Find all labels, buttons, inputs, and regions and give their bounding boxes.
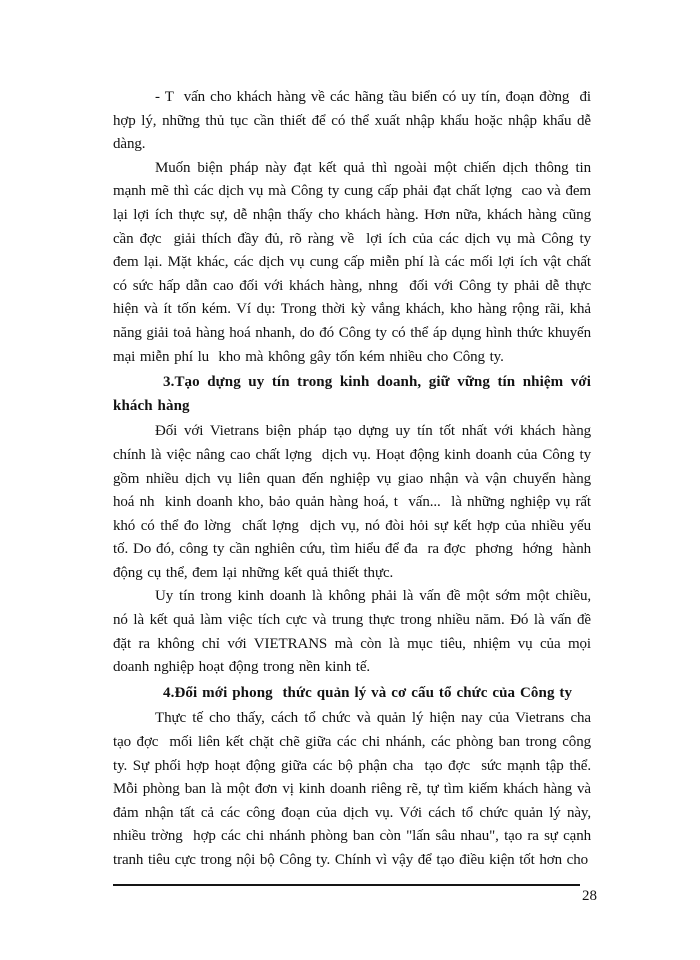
page-footer [0, 874, 700, 960]
paragraph: - T vấn cho khách hàng về các hãng tầu biển có uy tín, đoạn đờng đi hợp lý, những thủ tục cần thiết để có thể xuất nhập khẩu hoặc nhập khẩu dễ dàng. [113, 89, 596, 153]
paragraph: Thực tế cho thấy, cách tổ chức và quản lý hiện nay của Vietrans cha tạo đợc mối liên kết chặt chẽ giữa các chi nhánh, các phòng ban trong công ty. Sự phối hợp hoạt động giữa các bộ phận cha tạo đợc sức mạnh tập thể. Mỗi phòng ban là một đơn vị kinh doanh riêng rẽ, tự tìm kiếm khách hàng và đảm nhận tất cả các công đoạn của dịch vụ. Với cách tổ chức quản lý này, nhiều trờng hợp các chi nhánh phòng ban còn "lấn sâu nhau", tạo ra sự cạnh tranh tiêu cực trong nội bộ Công ty. Chính vì vậy để tạo điều kiện tốt hơn cho [113, 710, 596, 868]
footer-rule [113, 884, 580, 886]
page-number: 28 [582, 888, 597, 904]
section-heading: 4.Đổi mới phong thức quản lý và cơ cấu tổ chức của Công ty [163, 684, 573, 701]
section-heading: 3.Tạo dựng uy tín trong kinh doanh, giữ vững tín nhiệm với khách hàng [113, 374, 596, 414]
paragraph: Đối với Vietrans biện pháp tạo dựng uy tín tốt nhất với khách hàng chính là việc nâng cao chất lợng dịch vụ. Hoạt động kinh doanh của Công ty gồm nhiều dịch vụ liên quan đến nghiệp vụ giao nhận và vận chuyển hàng hoá nh kinh doanh kho, bảo quản hàng hoá, t vấn... là những nghiệp vụ rất khó có thể đo lờng chất lợng dịch vụ, nó đòi hỏi sự kết hợp của nhiều yếu tố. Do đó, công ty cần nghiên cứu, tìm hiểu để đa ra đợc phơng hớng hành động cụ thể, đem lại những kết quả thiết thực. [113, 423, 596, 581]
paragraph: Muốn biện pháp này đạt kết quả thì ngoài một chiến dịch thông tin mạnh mẽ thì các dịch vụ mà Công ty cung cấp phải đạt chất lợng cao và đem lại lợi ích thực sự, dễ nhận thấy cho khách hàng. Hơn nữa, khách hàng cũng cần đợc giải thích đầy đủ, rõ ràng về lợi ích của các dịch vụ mà Công ty đem lại. Mặt khác, các dịch vụ cung cấp miễn phí là các mối lợi ích vật chất có sức hấp dẫn cao đối với khách hàng, nhng đối với Công ty phải dễ thực hiện và ít tốn kém. Ví dụ: Trong thời kỳ vắng khách, kho hàng rộng rãi, khả năng giải toả hàng hoá nhanh, do đó Công ty có thể áp dụng hình thức khuyến mại miễn phí lu kho mà không gây tốn kém nhiều cho Công ty. [113, 159, 596, 365]
paragraph: Uy tín trong kinh doanh là không phải là vấn đề một sớm một chiều, nó là kết quả làm việc tích cực và trung thực trong nhiều năm. Đó là vấn đề đặt ra không chỉ với VIETRANS mà còn là mục tiêu, nhiệm vụ của mọi doanh nghiệp hoạt động trong nền kinh tế. [113, 588, 596, 676]
document-content [113, 86, 596, 873]
